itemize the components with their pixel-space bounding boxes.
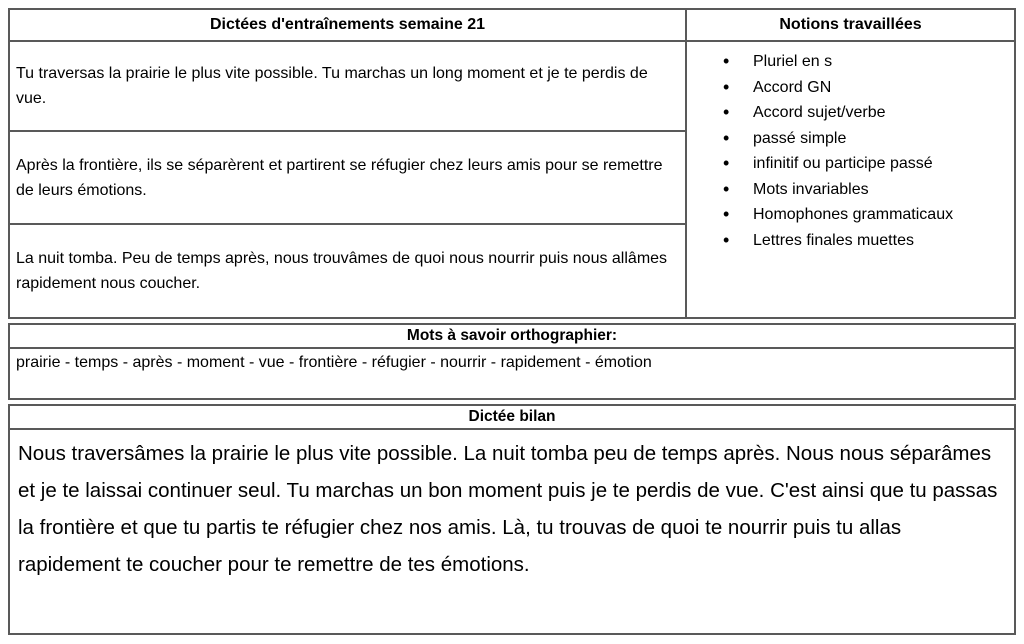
notion-item: • passé simple [687,126,1014,152]
notions-cell [687,42,1014,317]
notions-column [687,10,1014,317]
dictations-column-header: Dictées d'entraînements semaine 21 [10,10,685,42]
notion-item: • infinitif ou participe passé [687,151,1014,177]
final-dictation-section [8,404,1016,635]
final-dictation-header: Dictée bilan [10,406,1014,430]
notion-item: • Homophones grammaticaux [687,202,1014,228]
notion-item: • Accord sujet/verbe [687,100,1014,126]
spelling-words-section [8,323,1016,400]
notion-item: • Accord GN [687,75,1014,101]
worksheet-document [8,8,1016,635]
final-dictation-text: Nous traversâmes la prairie le plus vite possible. La nuit tomba peu de temps après. Nous nous séparâmes et je te laissai continuer seul. Tu marchas un bon moment puis je te perdis de vue. C'est ainsi que tu passas la frontière et que tu partis te réfugier chez nos amis. Là, tu trouvas de quoi te nourrir puis tu allas rapidement te coucher pour te remettre de tes émotions. [18,442,998,576]
dictation-text-1: Tu traversas la prairie le plus vite possible. Tu marchas un long moment et je te perdis de vue. [16,65,648,107]
notion-item: • Pluriel en s [687,49,1014,75]
notion-item: • Lettres finales muettes [687,228,1014,254]
notions-column-header: Notions travaillées [687,10,1014,42]
notions-list [687,49,1014,253]
spelling-words-header: Mots à savoir orthographier: [10,325,1014,349]
dictation-row-1 [10,42,685,132]
dictation-row-3 [10,225,685,317]
notion-item: • Mots invariables [687,177,1014,203]
dictations-column [10,10,687,317]
dictation-text-3: La nuit tomba. Peu de temps après, nous trouvâmes de quoi nous nourrir puis nous allâmes rapidement nous coucher. [16,250,668,292]
spelling-words-list: prairie - temps - après - moment - vue - frontière - réfugier - nourrir - rapidement - émotion [16,354,652,371]
dictation-row-2 [10,132,685,225]
dictation-text-2: Après la frontière, ils se séparèrent et partirent se réfugier chez leurs amis pour se remettre de leurs émotions. [16,156,663,199]
training-dictations-table [8,8,1016,319]
